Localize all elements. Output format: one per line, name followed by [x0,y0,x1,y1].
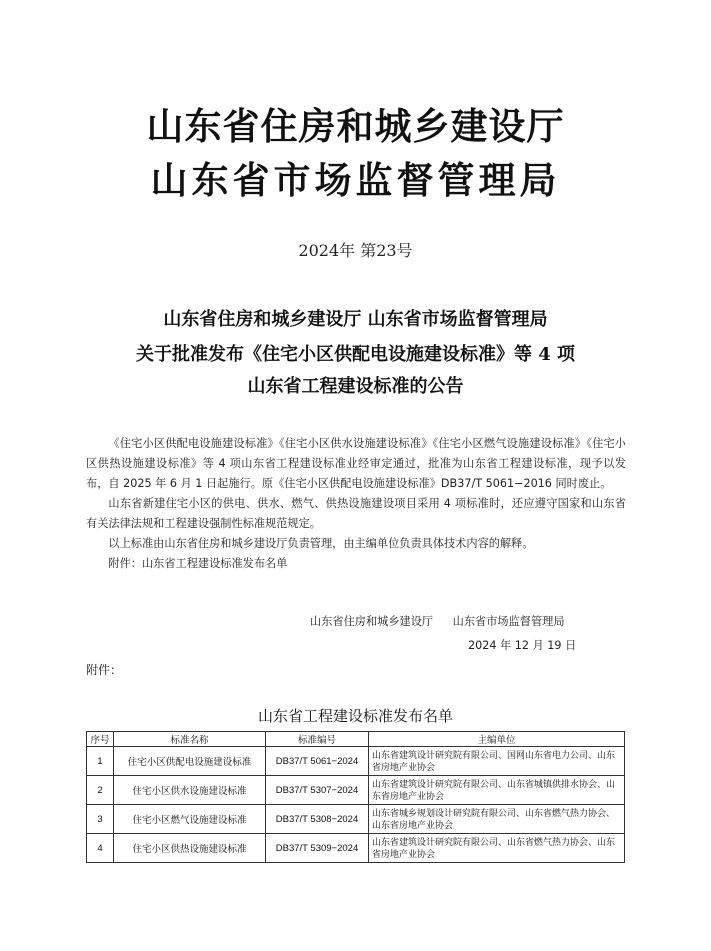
editor-unit: 山东省城乡规划设计研究院有限公司、山东省燃气热力协会、山东省房地产业协会 [369,805,625,834]
standard-code: DB37/T 5309−2024 [266,834,369,863]
standard-name: 住宅小区供配电设施建设标准 [114,747,266,776]
column-header-number: 序号 [87,732,114,747]
signature-org-housing: 山东省住房和城乡建设厅 [310,615,434,628]
column-header-code: 标准编号 [266,732,369,747]
signature-orgs [310,613,581,629]
announcement-title-line1: 山东省住房和城乡建设厅 山东省市场监督管理局 [163,309,548,330]
signature-date: 2024 年 12 月 19 日 [468,639,577,652]
editor-unit: 山东省建筑设计研究院有限公司、国网山东省电力公司、山东省房地产业协会 [369,747,625,776]
editor-unit: 山东省建筑设计研究院有限公司、山东省城镇供排水协会、山东省房地产业协会 [369,776,625,805]
standard-name: 住宅小区供热设施建设标准 [114,834,266,863]
document-number: 2024年 第23号 [298,241,413,260]
table-row [87,776,625,805]
row-number: 1 [87,747,114,776]
standard-name: 住宅小区燃气设施建设标准 [114,805,266,834]
standard-code: DB37/T 5307−2024 [266,776,369,805]
row-number: 2 [87,776,114,805]
attachment-label: 附件： [86,663,123,677]
announcement-title-line2: 关于批准发布《住宅小区供配电设施建设标准》等 4 项 [135,344,576,365]
row-number: 3 [87,805,114,834]
announcement-title-line3: 山东省工程建设标准的公告 [247,376,464,397]
body-attachment-note: 附件：山东省工程建设标准发布名单 [108,557,288,570]
row-number: 4 [87,834,114,863]
column-header-name: 标准名称 [114,732,266,747]
signature-org-market: 山东省市场监督管理局 [452,615,565,628]
announcement-body [86,434,626,574]
standards-table [86,731,625,863]
column-header-unit: 主编单位 [369,732,625,747]
editor-unit: 山东省建筑设计研究院有限公司、山东省燃气热力协会、山东省房地产业协会 [369,834,625,863]
issuer-name-housing: 山东省住房和城乡建设厅 [146,104,565,148]
body-paragraph-3: 以上标准由山东省住房和城乡建设厅负责管理，由主编单位负责具体技术内容的解释。 [108,537,534,550]
attachment-title: 山东省工程建设标准发布名单 [257,708,453,725]
body-paragraph-1: 《住宅小区供配电设施建设标准》《住宅小区供水设施建设标准》《住宅小区燃气设施建设标准》《住宅小区供热设施建设标准》等 4 项山东省工程建设标准业经审定通过，批准为山东省工程建设标准，现予以发布，自 2025 年 6 月 1 日起施行。原《住宅小区供配电设施建设标准》DB37/T 5061−2016 同时废止。 [86,437,626,490]
standard-name: 住宅小区供水设施建设标准 [114,776,266,805]
table-row [87,834,625,863]
table-header-row [87,732,625,747]
standard-code: DB37/T 5061−2024 [266,747,369,776]
issuer-name-market: 山东省市场监督管理局 [150,158,561,202]
body-paragraph-2: 山东省新建住宅小区的供电、供水、燃气、供热设施建设项目采用 4 项标准时，还应遵守国家和山东省有关法律法规和工程建设强制性标准规范规定。 [86,497,626,530]
table-row [87,747,625,776]
table-row [87,805,625,834]
standard-code: DB37/T 5308−2024 [266,805,369,834]
